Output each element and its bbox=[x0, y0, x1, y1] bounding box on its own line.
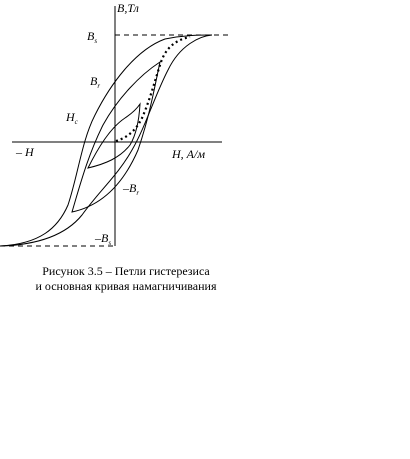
neg-h-label: – H bbox=[16, 145, 34, 159]
limit-loop-upper-branch bbox=[0, 35, 212, 246]
bs-label: $B_s$ bbox=[87, 29, 98, 45]
br-label: $B_r$ bbox=[90, 74, 101, 90]
caption-line-1: Рисунок 3.5 – Петли гистерезиса bbox=[42, 264, 210, 278]
neg-br-label: $-B_r$ bbox=[123, 181, 140, 197]
limit-loop-lower-branch bbox=[0, 35, 212, 246]
neg-bs-label: $-B_s$ bbox=[95, 231, 112, 247]
middle-loop bbox=[72, 62, 160, 212]
caption-line-2: и основная кривая намагничивания bbox=[35, 279, 217, 293]
hc-label: $H_c$ bbox=[66, 110, 78, 126]
h-axis-label: H, А/м bbox=[172, 147, 205, 161]
b-axis-label: B,Тл bbox=[117, 1, 139, 15]
